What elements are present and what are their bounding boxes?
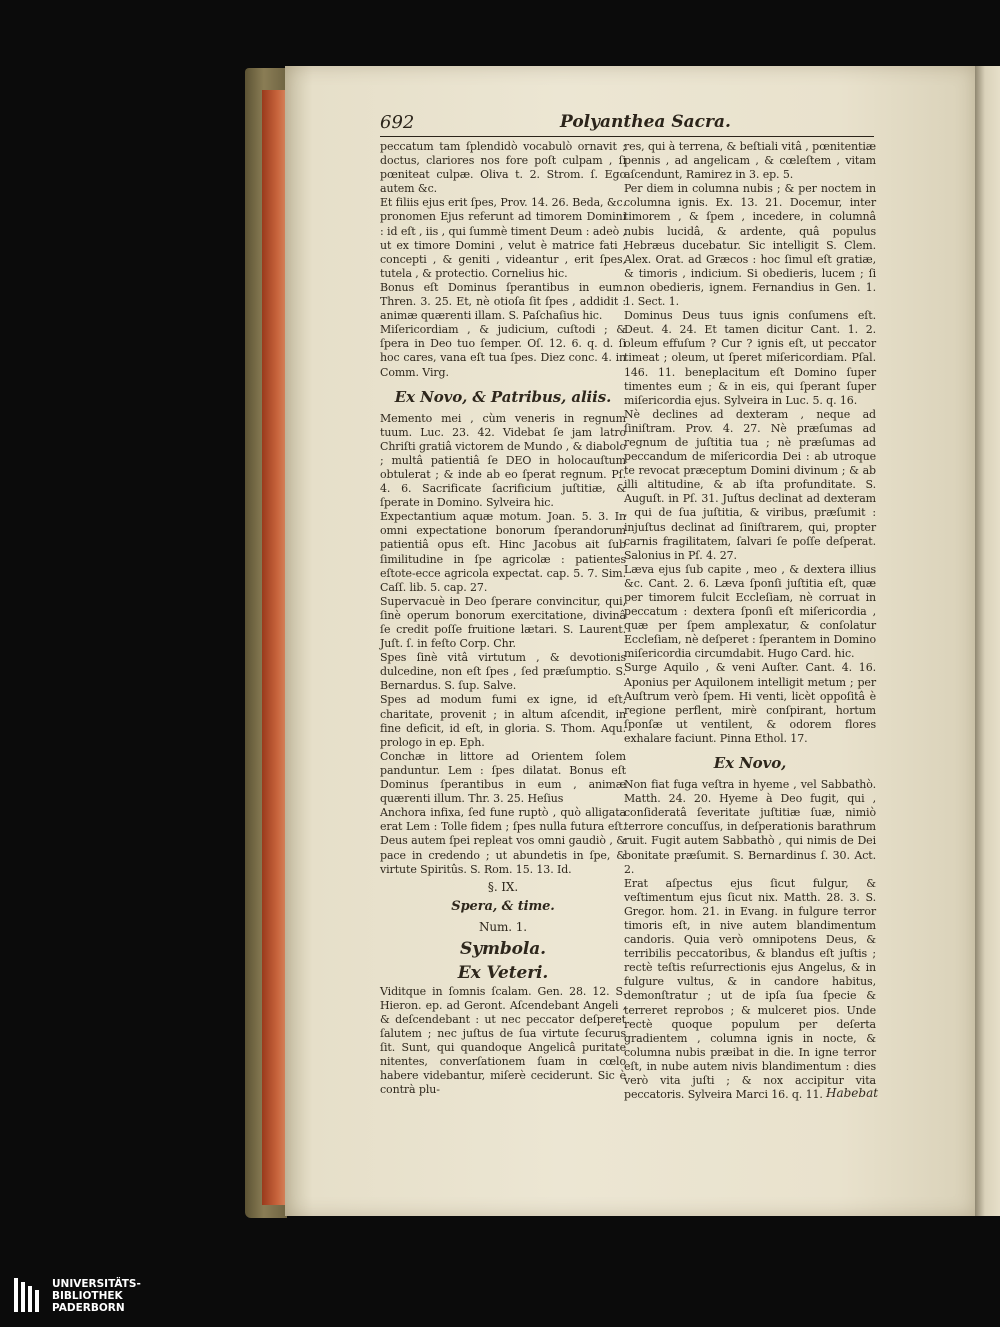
section-heading: Num. 1.	[479, 919, 527, 934]
library-logo-mark-icon	[14, 1278, 44, 1312]
section-heading: Ex Veteri.	[457, 962, 549, 983]
paragraph: Dominus Deus tuus ignis conſumens eſt. Deut. 4. 24. Et tamen dicitur Cant. 1. 2. oleum effuſum ? Cur ? ignis eſt, ut peccator timeat ; oleum, ut ſperet miſericordiam. Pſal. 146. 11. beneplacitum eſt Domino ſuper timentes eum ; & in eis, qui ſperant ſuper miſericordia ejus. Sylveira in Luc. 5. q. 16.	[624, 309, 876, 407]
logo-line-3: PADERBORN	[52, 1302, 125, 1314]
section-heading: Spera, & time.	[451, 898, 555, 914]
header-rule	[380, 136, 874, 137]
paragraph: Non fiat fuga veſtra in hyeme , vel Sabbathò. Matth. 24. 20. Hyeme à Deo fugit, qui , conſideratâ ſeveritate juſtitiæ ſuæ, nimiò terrore concuſſus, in deſperationis barathrum ruit. Fugit autem Sabbathò , qui nimis de Dei bonitate præſumit. S. Bernardinus ſ. 30. Act. 2.	[624, 778, 876, 876]
section-heading: Symbola.	[460, 938, 546, 959]
paragraph: Spes ſinè vitâ virtutum , & devotionis dulcedine, non eſt ſpes , ſed præſumptio. S. Bernardus. S. ſup. Salve.	[380, 651, 626, 693]
catchword: Habebat	[826, 1086, 879, 1100]
running-title: Polyanthea Sacra.	[560, 112, 731, 132]
paragraph: Supervacuè in Deo ſperare convincitur, qui, ſinè operum bonorum exercitatione, divinâ ſe credit poſſe fruitione lætari. S. Laurent. Juſt. ſ. in feſto Corp. Chr.	[380, 594, 626, 651]
paragraph: Erat aſpectus ejus ſicut fulgur, & veſtimentum ejus ſicut nix. Matth. 28. 3. S. Gregor. hom. 21. in Evang. in fulgure terror timoris eſt, in nive autem blandimentum candoris. Quia verò omnipotens Deus, & terribilis peccatoribus, & blandus eſt juſtis ; rectè teſtis reſurrectionis ejus Angelus, & in fulgure vultus, & in candore habitus, demonſtratur ; ut de ipſa ſua ſpecie & terreret reprobos ; & mulceret pios. Unde rectè quoque populum per deſerta gradientem , columna ignis in nocte, & columna nubis præibat in die. In igne terror eſt, in nube autem nivis blandimentum : dies verò vita juſti ; & nox accipitur vita peccatoris. Sylveira Marci 16. q. 11.	[624, 876, 876, 1102]
paragraph: res, qui à terrena, & beſtiali vitâ , pœnitentiæ pennis , ad angelicam , & cœleſtem , vitam aſcendunt, Ramirez in 3. ep. 5.	[624, 140, 876, 182]
paragraph: Et filiis ejus erit ſpes, Prov. 14. 26. Beda, &c. pronomen Ejus referunt ad timorem Domini : id eſt , iis , qui ſummè timent Deum : adeò , ut ex timore Domini , velut è matrice fati , concepti , & geniti , videantur , erit ſpes, tutela , & protectio. Cornelius hic.	[380, 196, 626, 280]
paragraph: Surge Aquilo , & veni Auſter. Cant. 4. 16. Aponius per Aquilonem intelligit metum ; per Auſtrum verò ſpem. Hi venti, licèt oppoſitâ è regione perflent, mirè conſpirant, hortum ſponſæ ut ventilent, & odorem flores exhalare faciunt. Pinna Ethol. 17.	[624, 661, 876, 745]
paragraph: Anchora infixa, ſed fune ruptò , quò alligata erat Lem : Tolle fidem ; ſpes nulla futura eſt. Deus autem ſpei repleat vos omni gaudiò , & pace in credendo ; ut abundetis in ſpe, & virtute Spiritûs. S. Rom. 15. 13. Id.	[380, 806, 626, 876]
paragraph: Nè declines ad dexteram , neque ad ſiniſtram. Prov. 4. 27. Nè præſumas ad regnum de juſtitia tua ; nè præſumas ad peccandum de miſericordia Dei : ab utroque te revocat præceptum Domini divinum ; & ab illi altitudine, & ab iſta profunditate. S. Auguſt. in Pſ. 31. Juſtus declinat ad dexteram , qui de ſua juſtitia, & viribus, præſumit : injuſtus declinat ad ſiniſtrarem, qui, propter carnis fragilitatem, ſalvari ſe poſſe deſperat. Salonius in Pſ. 4. 27.	[624, 407, 876, 562]
paragraph: Miſericordiam , & judicium, cuſtodi ; & ſpera in Deo tuo ſemper. Oſ. 12. 6. q. d. ſi hoc cares, vana eſt tua ſpes. Diez conc. 4. in Comm. Virg.	[380, 323, 626, 379]
right-text-column	[624, 140, 879, 1102]
page-number: 692	[380, 112, 415, 133]
paragraph: peccatum tam ſplendidò vocabulò ornavit ; doctus, clariores nos fore poſt culpam , ſi pœniteat culpæ. Oliva t. 2. Strom. ſ. Ego autem &c.	[380, 140, 626, 196]
paragraph: Læva ejus ſub capite , meo , & dextera illius &c. Cant. 2. 6. Læva ſponſi juſtitia eſt, quæ per timorem fulcit Eccleſiam, nè corruat in peccatum : dextera ſponſi eſt miſericordia , quæ per ſpem amplexatur, & conſolatur Eccleſiam, nè deſperet : ſperantem in Domino miſericordia circumdabit. Hugo Card. hic.	[624, 562, 876, 661]
logo-line-2: BIBLIOTHEK	[52, 1290, 123, 1302]
section-heading: Ex Novo, & Patribus, aliis.	[394, 387, 612, 406]
paragraph: Bonus eſt Dominus ſperantibus in eum. Thren. 3. 25. Et, nè otioſa ſit ſpes , addidit : animæ quærenti illam. S. Paſchaſius hic.	[380, 280, 626, 323]
paragraph: Per diem in columna nubis ; & per noctem in columna ignis. Ex. 13. 21. Docemur, inter timorem , & ſpem , incedere, in columnâ nubis lucidâ, & ardente, quâ populus Hebræus ducebatur. Sic intelligit S. Clem. Alex. Orat. ad Græcos : hoc ſimul eſt gratiæ, & timoris , indicium. Si obedieris, lucem ; ſi non obedieris, ignem. Fernandius in Gen. 1. 1. Sect. 1.	[624, 182, 876, 309]
section-heading: Ex Novo,	[713, 754, 787, 773]
paragraph: Conchæ in littore ad Orientem ſolem panduntur. Lem : ſpes dilatat. Bonus eſt Dominus ſperantibus in eum , animæ quærenti illum. Thr. 3. 25. Heſius	[380, 749, 626, 806]
paragraph: Spes ad modum fumi ex igne, id eſt, charitate, provenit ; in altum aſcendit, in fine deficit, id eſt, in gloria. S. Thom. Aqu. prologo in ep. Eph.	[380, 693, 626, 749]
paragraph: Expectantium aquæ motum. Joan. 5. 3. In omni expectatione bonorum ſperandorum patientiâ opus eſt. Hinc Jacobus ait ſub ſimilitudine in ſpe agricolæ : patientes eſtote-ecce agricola expectat. cap. 5. 7. Sim. Caſſ. lib. 5. cap. 27.	[380, 510, 626, 594]
facing-page-edge	[975, 66, 1000, 1216]
logo-line-1: UNIVERSITÄTS-	[52, 1278, 141, 1290]
left-text-column	[380, 140, 626, 1097]
section-heading: §. IX.	[487, 879, 519, 894]
paragraph: Viditque in ſomnis ſcalam. Gen. 28. 12. S. Hieron. ep. ad Geront. Aſcendebant Angeli , & deſcendebant : ut nec peccator deſperet ſalutem ; nec juſtus de ſua virtute ſecurus ſit. Sunt, qui quandoque Angelicâ puritate nitentes, converſationem ſuam in cœlo habere videbantur, miſerè ceciderunt. Sic è contrà plu-	[380, 984, 626, 1097]
paragraph: Memento mei , cùm veneris in regnum tuum. Luc. 23. 42. Videbat ſe jam latro Chriſti gratiâ victorem de Mundo , & diabolo ; multâ patientiâ ſe DEO in holocauſtum obtulerat ; & inde ab eo ſperat regnum. Pſ. 4. 6. Sacrificate ſacrificium juſtitiæ, & ſperate in Domino. Sylveira hic.	[380, 411, 626, 510]
